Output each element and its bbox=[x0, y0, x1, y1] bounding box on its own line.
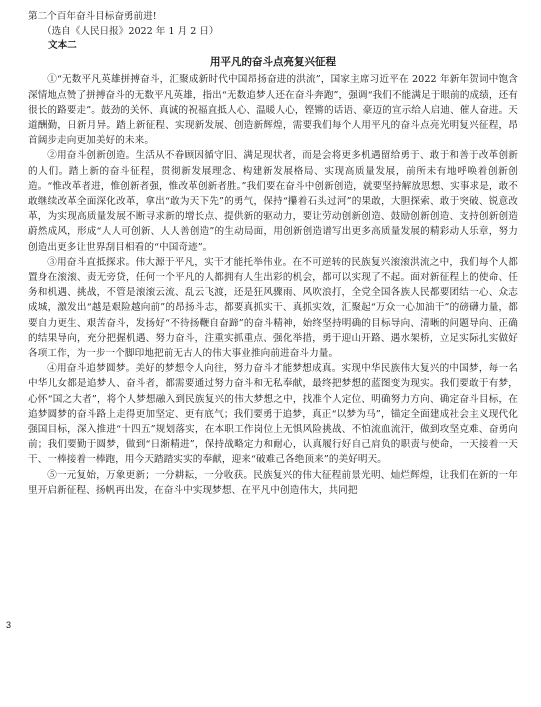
header-line: 第二个百年奋斗目标奋勇前进! bbox=[28, 11, 157, 22]
document-page bbox=[28, 10, 518, 498]
page-number: 3 bbox=[6, 620, 12, 630]
paragraph-1: ①“无数平凡英雄拼搏奋斗，汇聚成新时代中国昂扬奋进的洪流”，国家主席习近平在 2022 年新年贺词中饱含深情地点赞了拼搏奋斗的无数平凡英雄，指出“无数追梦人还在奋斗奔跑”，强调“我们不能满足于眼前的成绩，还有很长的路要走”。鼓劲的关怀、真诚的祝福直抵人心、温暖人心，铿锵的话语、豪迈的宣示给人启迪、催人奋进。天道酬勤，日新月异。踏上新征程、实现新发展、创造新辉煌，需要我们每个人用平凡的奋斗点亮光明复兴征程，昂首阔步走向更加美好的未来。 bbox=[28, 74, 519, 147]
paragraph-2: ②用奋斗创新创造。生活从不眷顾因循守旧、满足现状者，而是会将更多机遇留给勇于、敢于和善于改革创新的人们。踏上新的奋斗征程，贯彻新发展理念、构建新发展格局、实现高质量发展，前所未有地呼唤着创新创造。“惟改革者进，惟创新者强，惟改革创新者胜。”我们要在奋斗中创新创造，就要坚持解放思想、实事求是，敢不敢继续改革全面深化改革，拿出“敢为天下先”的勇气，保持“攥着石头过河”的果敢，大胆探索、敢于突破、锐意改革，为实现高质量发展不断寻求新的增长点、提供新的驱动力，要让劳动创新创造、鼓励创新创造、支持创新创造蔚然成风，形成“人人可创新、人人善创造”的生动局面，用创新创造谱写出更多高质量发展的精彩动人乐章，努力创造出更多让世界刮目相看的“中国奇迹”。 bbox=[28, 150, 518, 253]
paragraph-3: ③用奋斗直抵探求。伟大源于平凡，实干才能托举伟业。在不可逆转的民族复兴滚滚洪流之中，我们每个人都置身在滚滚、责无旁贷，任何一个平凡的人都拥有人生出彩的机会，都可以实现了不起。面对新征程上的使命、任务和机遇、挑战，不管是滚滚云流、乱云飞渡，还是狂风骤雨、风吹浪打，全党全国各族人民都要团结一心、众志成城，激发出“越是艰险越向前”的昂扬斗志，都要真抓实干、真抓实效，汇聚起“万众一心加油干”的磅礴力量，都要自力更生、艰苦奋斗，发扬好“不待扬鞭自奋蹄”的奋斗精神，始终坚持明确的目标导向、清晰的问题导向、正确的结果导向，充分把握机遇、努力奋斗，注重实抓重点、强化举措，勇于迎山开路、遇水架桥，立足实际扎实做好各项工作，为一步一个脚印地把前无古人的伟大事业推向前进奋斗力量。 bbox=[28, 256, 518, 360]
paragraph-5: ⑤一元复始，万象更新；一分耕耘，一分收获。民族复兴的伟大征程前景光明、灿烂辉煌，让我们在新的一年里开启新征程、扬帆再出发，在奋斗中实现梦想、在平凡中创造伟大，共同把 bbox=[28, 469, 518, 496]
paragraph-4: ④用奋斗追梦圆梦。美好的梦想令人向往，努力奋斗才能梦想成真。实现中华民族伟大复兴的中国梦，每一名中华儿女都是追梦人、奋斗者，都需要通过努力奋斗和无私奉献，最终把梦想的蓝图变为现实。我们要敢于有梦，心怀“国之大者”，将个人梦想融入到民族复兴的伟大梦想之中，找准个人定位、明确努力方向、确定奋斗目标，在追梦圆梦的奋斗路上走得更加坚定、更有底气；我们要勇于追梦，真正“以梦为马”，锚定全面建成社会主义现代化强国目标，深入推进“十四五”规划落实，在本职工作岗位上无惧风险挑战、不怕流血流汗，做到攻坚克难、奋勇向前；我们要勤于圆梦，做到“日渐精进”，保持战略定力和耐心，认真履行好自己肩负的职责与使命，一天接着一天干、一棒接着一棒跑，用今天踏踏实实的奉献，迎来“破难己各绝顶来”的美好明天。 bbox=[28, 363, 518, 466]
article-title: 用平凡的奋斗点亮复兴征程 bbox=[210, 56, 336, 69]
source-citation: （选自《人民日报》2022 年 1 月 2 日） bbox=[42, 25, 219, 37]
section-label: 文本二 bbox=[48, 39, 77, 51]
